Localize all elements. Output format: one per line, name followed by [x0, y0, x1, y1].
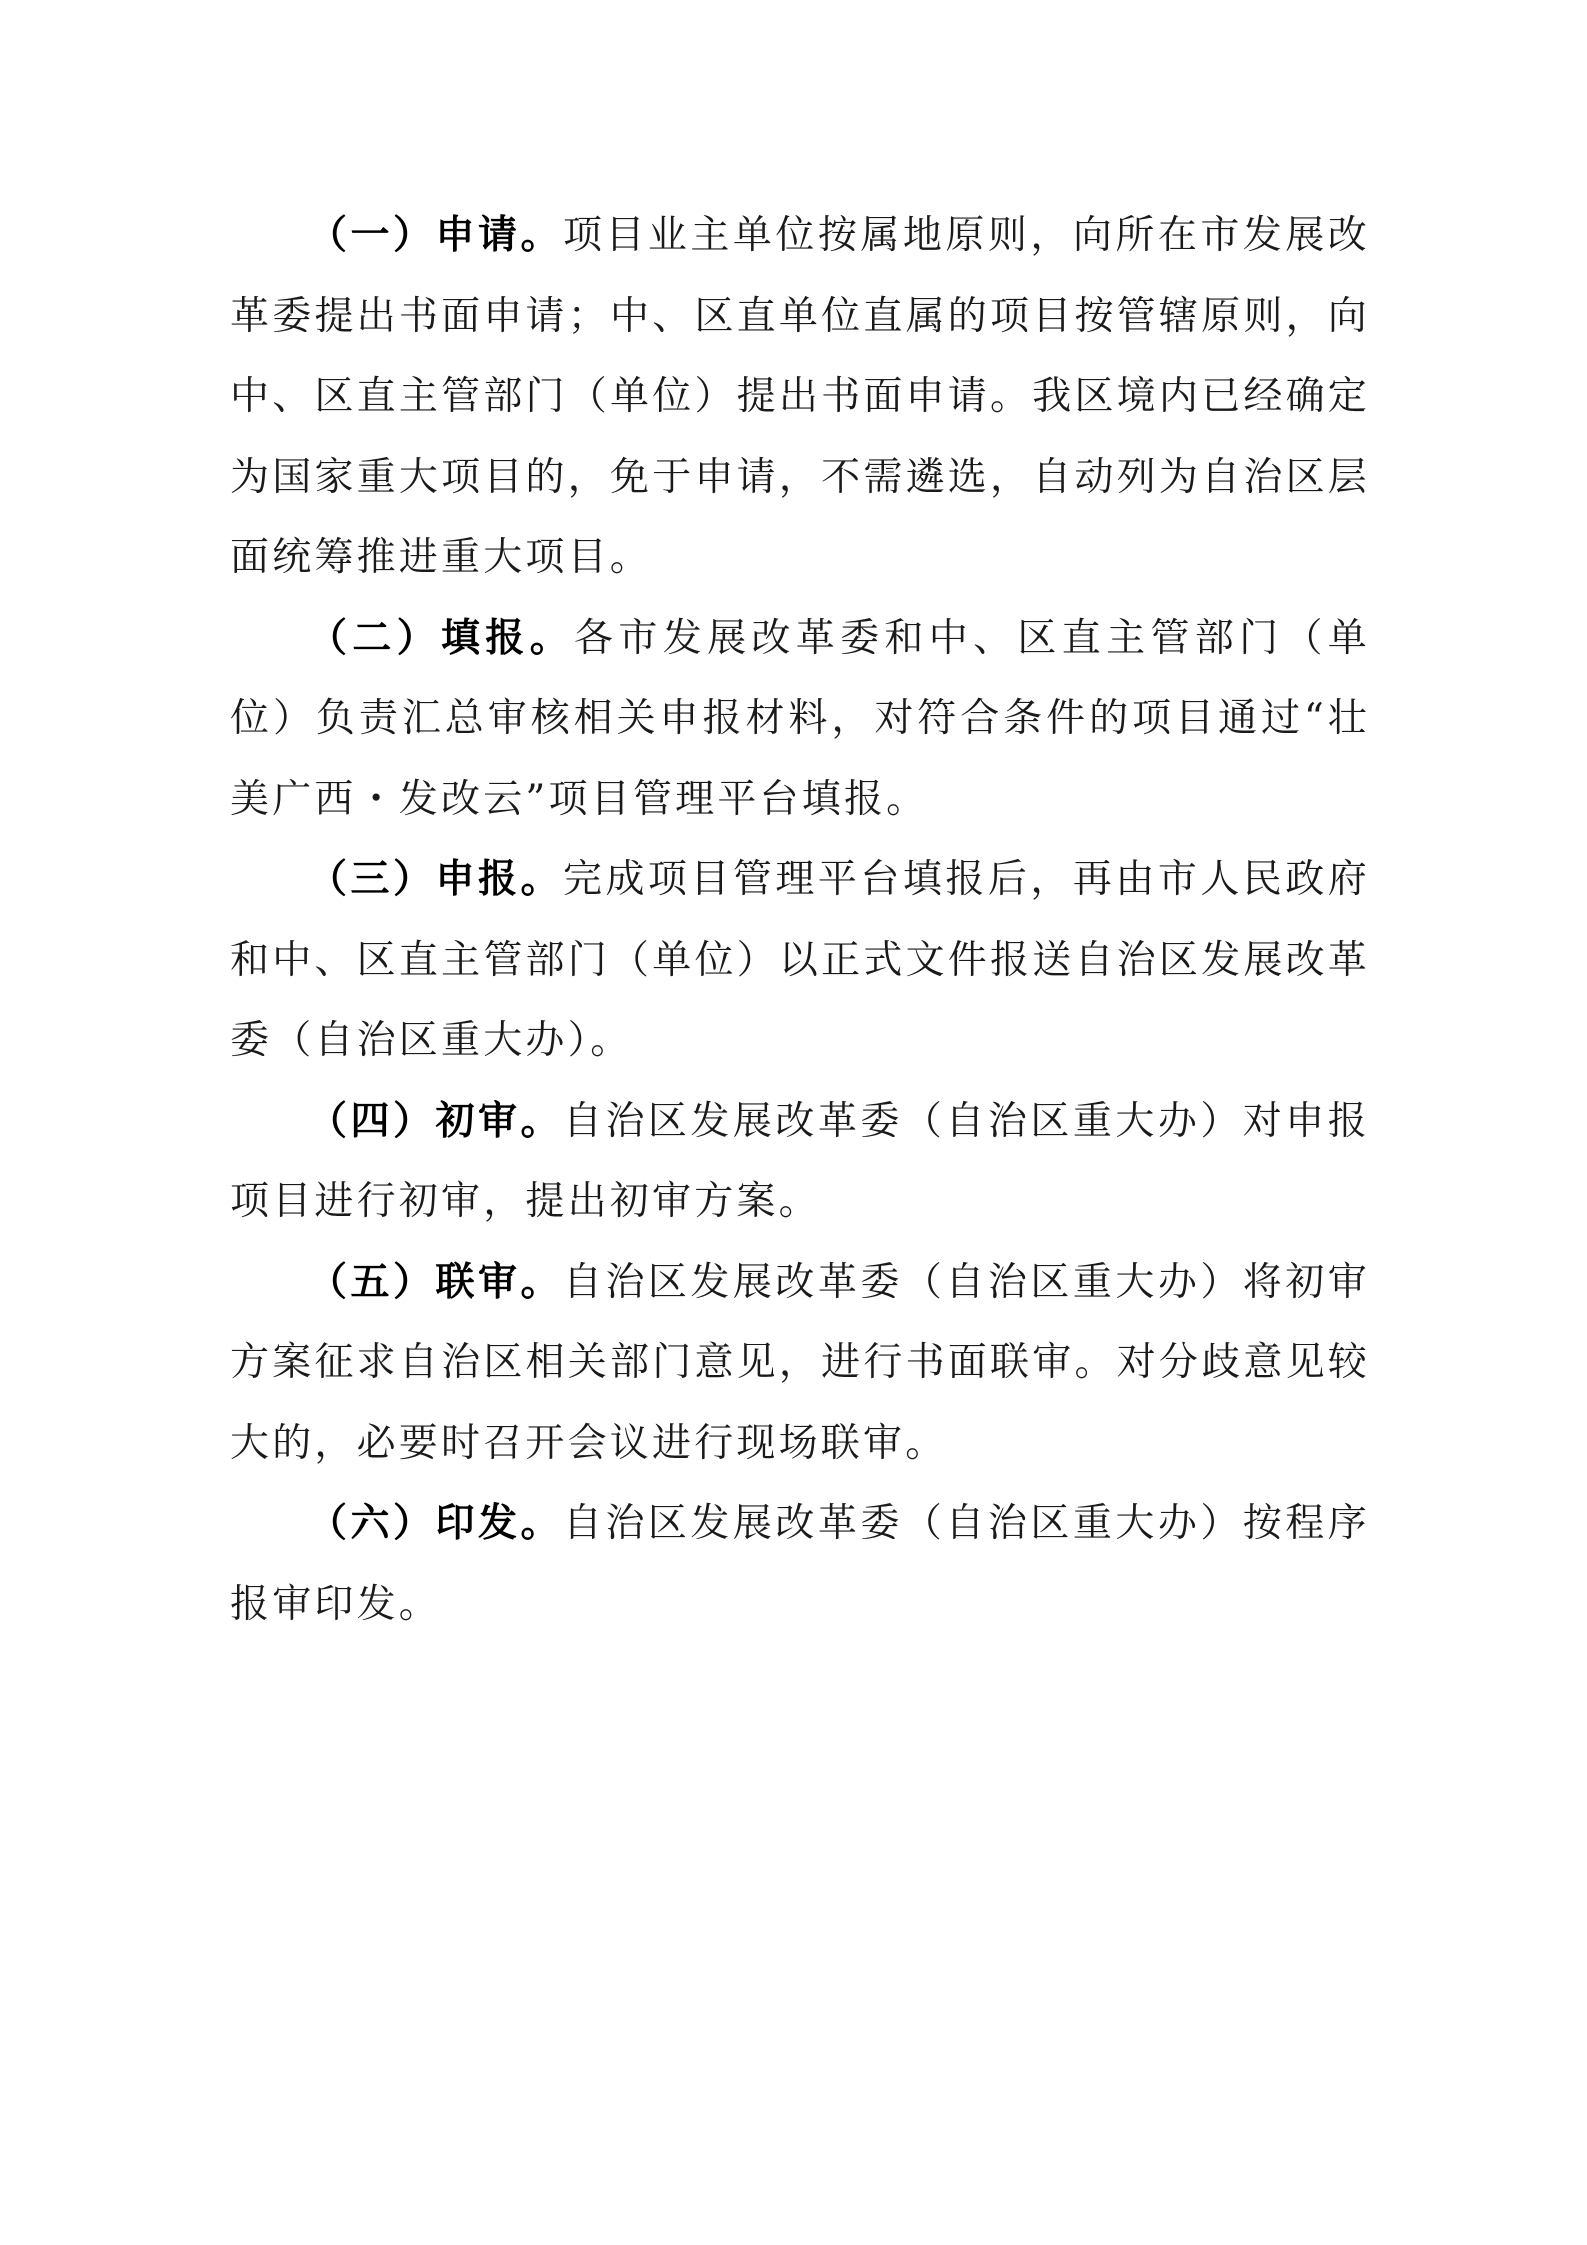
- document-body: [230, 196, 1370, 1645]
- section-text: 自治区发展改革委（自治区重大办）按程序报审印发。: [230, 1501, 1370, 1627]
- section-heading: （五）联审。: [308, 1259, 563, 1305]
- section-heading: （四）初审。: [308, 1098, 563, 1144]
- section-text: 自治区发展改革委（自治区重大办）将初审方案征求自治区相关部门意见，进行书面联审。对分歧意见较大的，必要时召开会议进行现场联审。: [230, 1259, 1370, 1466]
- section-text: 各市发展改革委和中、区直主管部门（单位）负责汇总审核相关申报材料，对符合条件的项目通过“壮美广西・发改云”项目管理平台填报。: [230, 615, 1371, 822]
- section-heading: （六）印发。: [308, 1501, 563, 1546]
- section-apply: [230, 196, 1370, 599]
- section-text: 项目业主单位按属地原则，向所在市发展改革委提出书面申请；中、区直单位直属的项目按管辖原则，向中、区直主管部门（单位）提出书面申请。我区境内已经确定为国家重大项目的，免于申请，不需遴选，自动列为自治区层面统筹推进重大项目。: [230, 213, 1370, 580]
- section-joint-review: [230, 1243, 1370, 1485]
- section-fill: [230, 599, 1370, 841]
- section-preliminary-review: [230, 1082, 1370, 1243]
- section-text: 完成项目管理平台填报后，再由市人民政府和中、区直主管部门（单位）以正式文件报送自治区发展改革委（自治区重大办）。: [230, 857, 1370, 1063]
- section-text: 自治区发展改革委（自治区重大办）对申报项目进行初审，提出初审方案。: [230, 1098, 1370, 1224]
- section-heading: （一）申请。: [308, 213, 563, 258]
- section-issue: [230, 1484, 1370, 1645]
- section-heading: （三）申报。: [308, 857, 563, 902]
- section-heading: （二）填报。: [308, 615, 575, 661]
- section-submit: [230, 840, 1370, 1082]
